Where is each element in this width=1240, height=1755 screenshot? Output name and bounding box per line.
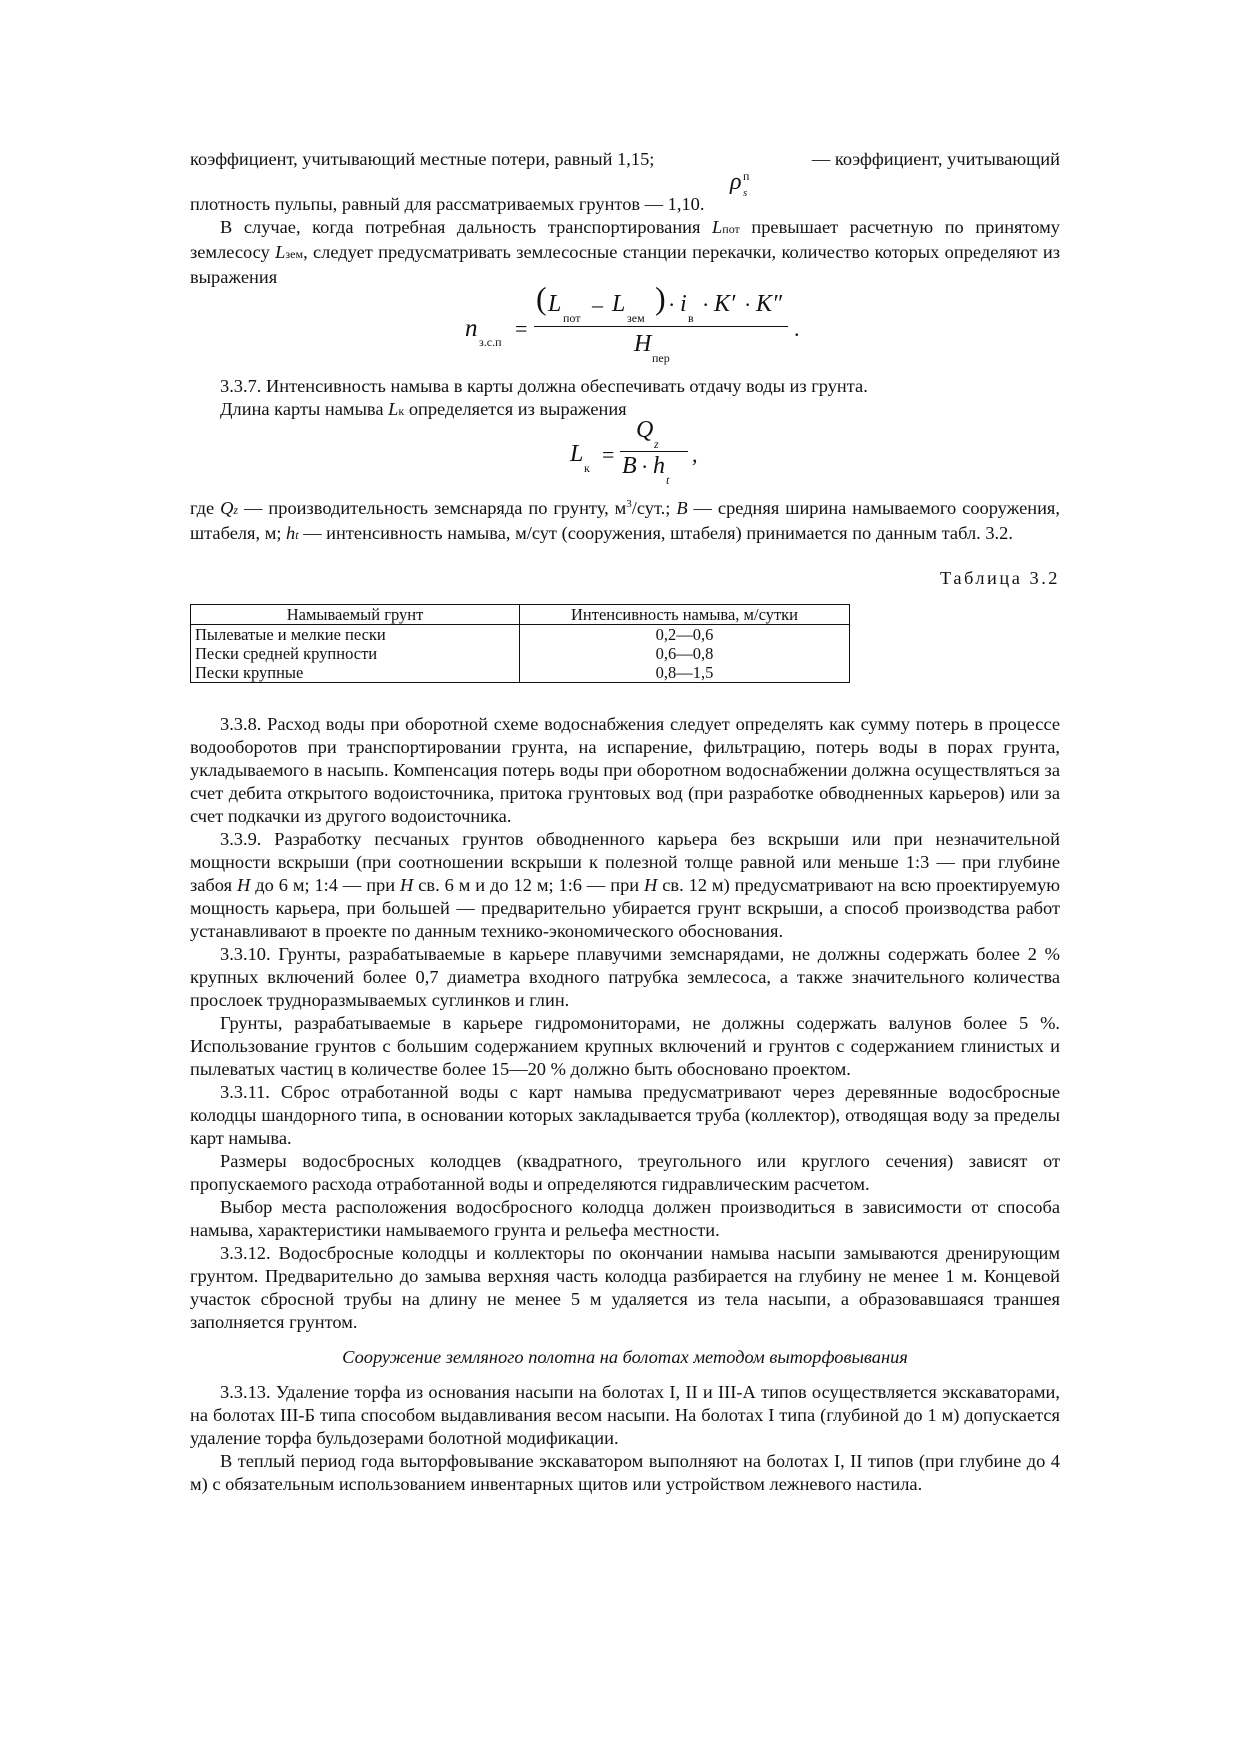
table-cell-intensity: 0,8—1,5 [520, 663, 850, 683]
paragraph-well-location: Выбор места расположения водосбросного колодца должен производиться в зависимости от способа намыва, характеристики намываемого грунта и рельефа местности. [190, 1197, 1060, 1241]
table-cell-soil: Пески крупные [191, 663, 520, 683]
text-local-losses: коэффициент, учитывающий местные потери, равный 1,15; [190, 149, 655, 169]
table-cell-intensity: 0,2—0,6 [520, 625, 850, 645]
paragraph-map-length: Длина карты намыва Lк определяется из выражения [220, 399, 627, 419]
table-caption: Таблица 3.2 [940, 568, 1060, 589]
text-line-coefficients [190, 148, 1060, 199]
paragraph-3-3-11: 3.3.11. Сброс отработанной воды с карт намыва предусматривают через деревянные водосбросные колодцы шандорного типа, в основании которых закладывается труба (коллектор), отводящая воду за пределы карт намыва. [190, 1082, 1060, 1149]
fraction-line [620, 451, 688, 452]
paragraph-3-3-12: 3.3.12. Водосбросные колодцы и коллекторы по окончании намыва насыпи замываются дренирующим грунтом. Предварительно до замыва верхняя часть колодца разбирается на глубину не менее 1 м. Концевой участок сбросной трубы на длину не менее 5 м удаляется из тела насыпи, а образовавшаяся траншея заполняется грунтом. [190, 1243, 1060, 1333]
formula-pumping-stations: n з.с.п = ( L пот – L зем ) · i в · K′ · K″ H пер . [465, 280, 800, 365]
paragraph-where: где Qz — производительность земснаряда по грунту, $м^3$/сут.; B — средняя ширина намываемого сооружения, штабеля, м; ht — интенсивность намыва, м/сут (сооружения, штабеля) принимается по данным табл. 3.2. [190, 498, 1060, 544]
paragraph-3-3-8: 3.3.8. Расход воды при оборотной схеме водоснабжения следует определять как сумму потерь в процессе водооборотов при транспортировании грунта, на испарение, фильтрацию, потерь воды в порах грунта, укладываемого в насыпь. Компенсация потерь воды при оборотном водоснабжении должна осуществляться за счет дебита открытого водоисточника, притока грунтовых вод (при разработке обводненных карьеров) или за счет подкачки из другого водоисточника. [190, 714, 1060, 827]
table-header-intensity: Интенсивность намыва, м/сутки [520, 605, 850, 625]
symbol-rho-s: ρ п s [730, 169, 750, 199]
table-cell-intensity: 0,6—0,8 [520, 644, 850, 663]
table-row [191, 625, 850, 645]
section-heading: Сооружение земляного полотна на болотах методом выторфовывания [342, 1347, 908, 1368]
table-row [191, 663, 850, 683]
table-cell-soil: Пылеватые и мелкие пески [191, 625, 520, 645]
paragraph-pumping-stations: В случае, когда потребная дальность транспортирования Lпот превышает расчетную по принятому землесосу Lзем, следует предусматривать землесосные станции перекачки, количество которых определяют из выражения [190, 217, 1060, 287]
fraction-line [534, 326, 788, 327]
paragraph-pulp-density: плотность пульпы, равный для рассматриваемых грунтов — 1,10. [190, 194, 705, 214]
paragraph-3-3-7: 3.3.7. Интенсивность намыва в карты должна обеспечивать отдачу воды из грунта. [220, 376, 868, 396]
document-page [190, 148, 1060, 1496]
paragraph-3-3-13: 3.3.13. Удаление торфа из основания насыпи на болотах I, II и III-А типов осуществляется экскаваторами, на болотах III-Б типа способом выдавливания весом насыпи. На болотах I типа (глубиной до 1 м) допускается удаление торфа бульдозерами болотной модификации. [190, 1382, 1060, 1449]
table-header-row [191, 605, 850, 625]
paragraph-well-sizes: Размеры водосбросных колодцев (квадратного, треугольного или круглого сечения) зависят от пропускаемого расхода отработанной воды и определяются гидравлическим расчетом. [190, 1151, 1060, 1195]
table-header-soil: Намываемый грунт [191, 605, 520, 625]
paragraph-hydromonitors: Грунты, разрабатываемые в карьере гидромониторами, не должны содержать валунов более 5 %. Использование грунтов с большим содержанием крупных включений и грунтов с содержанием глинистых и пылеватых частиц в количестве более 15—20 % должно быть обосновано проектом. [190, 1013, 1060, 1080]
table-cell-soil: Пески средней крупности [191, 644, 520, 663]
formula-map-length: L к = Q z B · h t , [570, 417, 698, 487]
washing-intensity-table [190, 604, 850, 683]
table-row [191, 644, 850, 663]
text-coefficient: — коэффициент, учитывающий [811, 149, 1060, 169]
paragraph-3-3-10: 3.3.10. Грунты, разрабатываемые в карьере плавучими земснарядами, не должны содержать более 2 % крупных включений более 0,7 диаметра входного патрубка землесоса, а также значительного количества прослоек трудноразмываемых суглинков и глин. [190, 944, 1060, 1011]
paragraph-3-3-9: 3.3.9. Разработку песчаных грунтов обводненного карьера без вскрыши или при незначительной мощности вскрыши (при соотношении вскрыши к полезной толще равной или меньше 1:3 — при глубине забоя H до 6 м; 1:4 — при H св. 6 м и до 12 м; 1:6 — при H св. 12 м) предусматривают на всю проектируемую мощность карьера, при большей — предварительно убирается грунт вскрыши, а способ производства работ устанавливают в проекте по данным технико-экономического обоснования. [190, 829, 1061, 942]
paragraph-warm-period: В теплый период года выторфовывание экскаватором выполняют на болотах I, II типов (при глубине до 4 м) с обязательным использованием инвентарных щитов или устройством лежневого настила. [190, 1451, 1060, 1495]
